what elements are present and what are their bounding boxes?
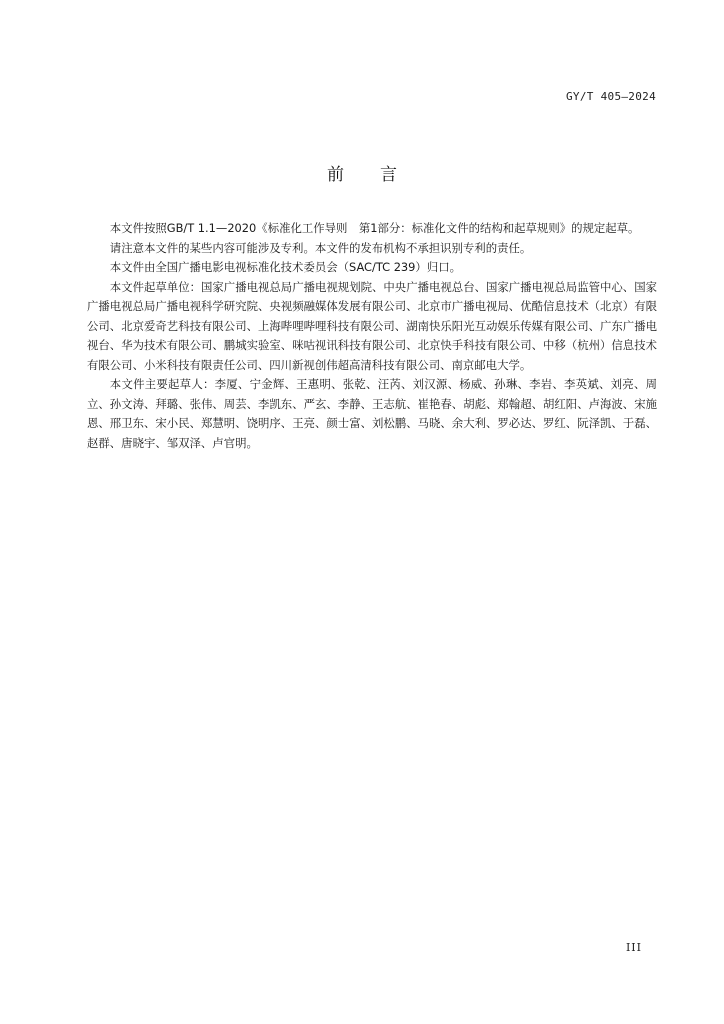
paragraph-drafting-organizations: 本文件起草单位：国家广播电视总局广播电视规划院、中央广播电视总台、国家广播电视总局监管中心、国家广播电视总局广播电视科学研究院、央视频融媒体发展有限公司、北京市广播电视局、优酷信息技术（北京）有限公司、北京爱奇艺科技有限公司、上海哔哩哔哩科技有限公司、湖南快乐阳光互动娱乐传媒有限公司、广东广播电视台、华为技术有限公司、鹏城实验室、咪咕视讯科技有限公司、北京快手科技有限公司、中移（杭州）信息技术有限公司、小米科技有限责任公司、四川新视创伟超高清科技有限公司、南京邮电大学。 bbox=[87, 279, 657, 372]
page-number: III bbox=[625, 941, 642, 954]
paragraph-patent-notice: 请注意本文件的某些内容可能涉及专利。本文件的发布机构不承担识别专利的责任。 bbox=[109, 240, 532, 255]
paragraph-committee: 本文件由全国广播电影电视标准化技术委员会（SAC/TC 239）归口。 bbox=[109, 260, 461, 274]
document-code: GY/T 405—2024 bbox=[566, 90, 656, 103]
foreword-body bbox=[87, 219, 657, 453]
page-title: 前言 bbox=[327, 165, 433, 185]
paragraph-drafters: 本文件主要起草人：李厦、宁金辉、王惠明、张乾、汪芮、刘汉源、杨威、孙琳、李岩、李英斌、刘亮、周立、孙文涛、拜璐、张伟、周芸、李凯东、严玄、李静、王志航、崔艳春、胡彪、郑翰超、胡红阳、卢海波、宋施恩、邢卫东、宋小民、郑慧明、饶明序、王亮、颜士富、刘松鹏、马晓、余大利、罗必达、罗红、阮泽凯、于磊、赵群、唐晓宇、邹双泽、卢官明。 bbox=[87, 377, 657, 450]
paragraph-drafting-rules: 本文件按照GB/T 1.1—2020《标准化工作导则 第1部分：标准化文件的结构和起草规则》的规定起草。 bbox=[109, 221, 640, 235]
